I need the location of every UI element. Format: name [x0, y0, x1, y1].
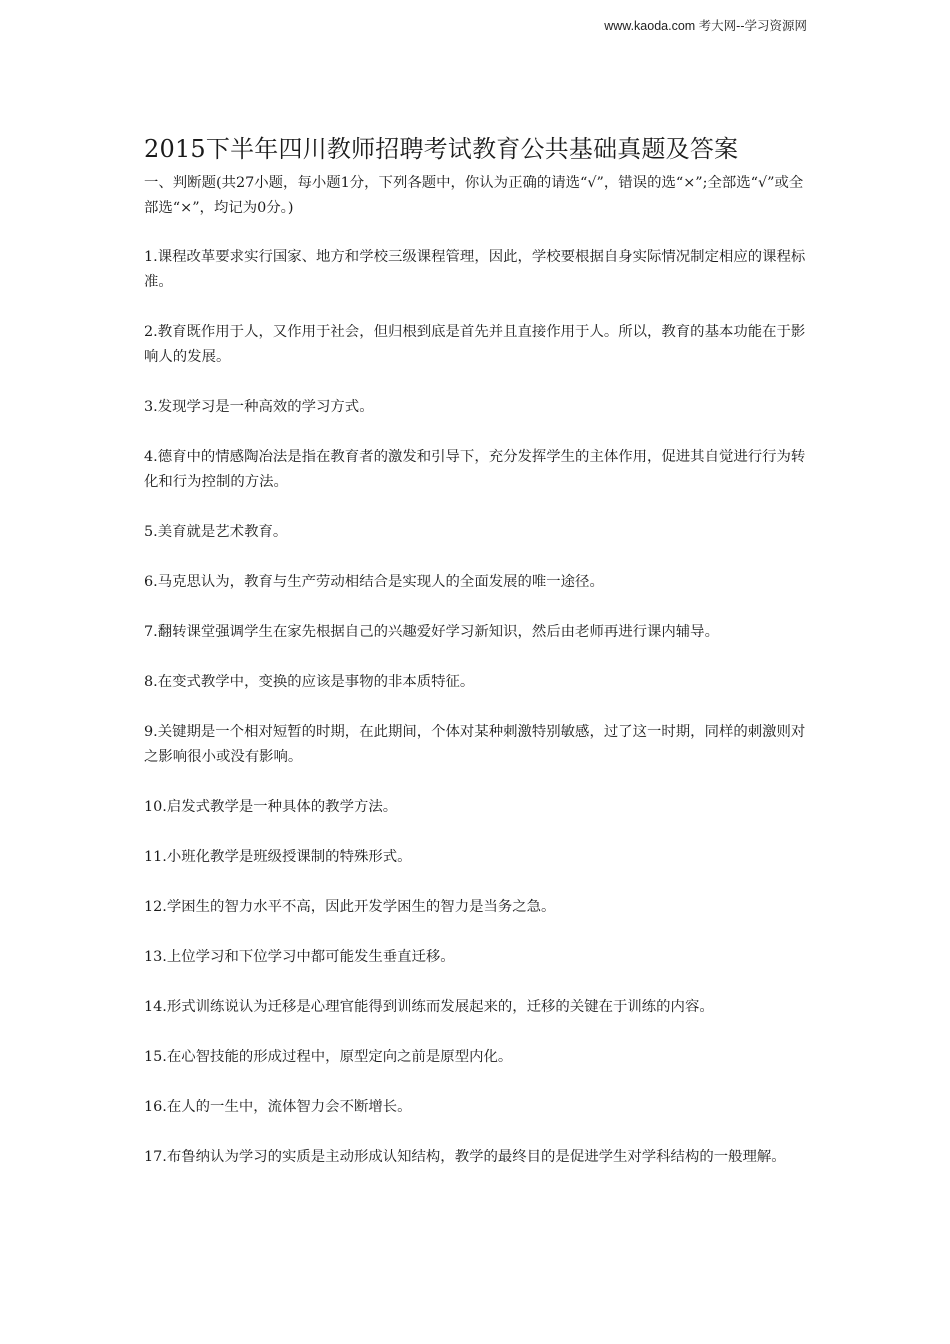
question-item: 14.形式训练说认为迁移是心理官能得到训练而发展起来的，迁移的关键在于训练的内容。	[144, 999, 714, 1015]
question-item: 13.上位学习和下位学习中都可能发生垂直迁移。	[144, 949, 455, 965]
question-item: 4.德育中的情感陶冶法是指在教育者的激发和引导下，充分发挥学生的主体作用，促进其自觉进行行为转化和行为控制的方法。	[144, 449, 806, 490]
document-title: 2015下半年四川教师招聘考试教育公共基础真题及答案	[144, 135, 739, 163]
question-item: 1.课程改革要求实行国家、地方和学校三级课程管理，因此，学校要根据自身实际情况制定相应的课程标准。	[144, 249, 806, 290]
question-item: 5.美育就是艺术教育。	[144, 524, 288, 540]
question-item: 15.在心智技能的形成过程中，原型定向之前是原型内化。	[144, 1049, 513, 1065]
question-item: 2.教育既作用于人，又作用于社会，但归根到底是首先并且直接作用于人。所以，教育的基本功能在于影响人的发展。	[144, 324, 806, 365]
question-item: 12.学困生的智力水平不高，因此开发学困生的智力是当务之急。	[144, 899, 556, 915]
question-item: 16.在人的一生中，流体智力会不断增长。	[144, 1099, 412, 1115]
question-item: 10.启发式教学是一种具体的教学方法。	[144, 799, 398, 815]
question-item: 3.发现学习是一种高效的学习方式。	[144, 399, 374, 415]
question-list	[144, 245, 809, 1170]
question-item: 11.小班化教学是班级授课制的特殊形式。	[144, 849, 412, 865]
page-header: www.kaoda.com 考大网--学习资源网	[604, 19, 807, 33]
document-body	[144, 133, 809, 1195]
question-item: 7.翻转课堂强调学生在家先根据自己的兴趣爱好学习新知识，然后由老师再进行课内辅导。	[144, 624, 719, 640]
question-item: 17.布鲁纳认为学习的实质是主动形成认知结构，教学的最终目的是促进学生对学科结构的一般理解。	[144, 1149, 786, 1165]
question-item: 8.在变式教学中，变换的应该是事物的非本质特征。	[144, 674, 475, 690]
section-instructions: 一、判断题(共27小题，每小题1分，下列各题中，你认为正确的请选“√”，错误的选“×”;全部选“√”或全部选“×”，均记为0分。)	[144, 175, 804, 216]
question-item: 9.关键期是一个相对短暂的时期，在此期间，个体对某种刺激特别敏感，过了这一时期，同样的刺激则对之影响很小或没有影响。	[144, 724, 806, 765]
question-item: 6.马克思认为，教育与生产劳动相结合是实现人的全面发展的唯一途径。	[144, 574, 604, 590]
